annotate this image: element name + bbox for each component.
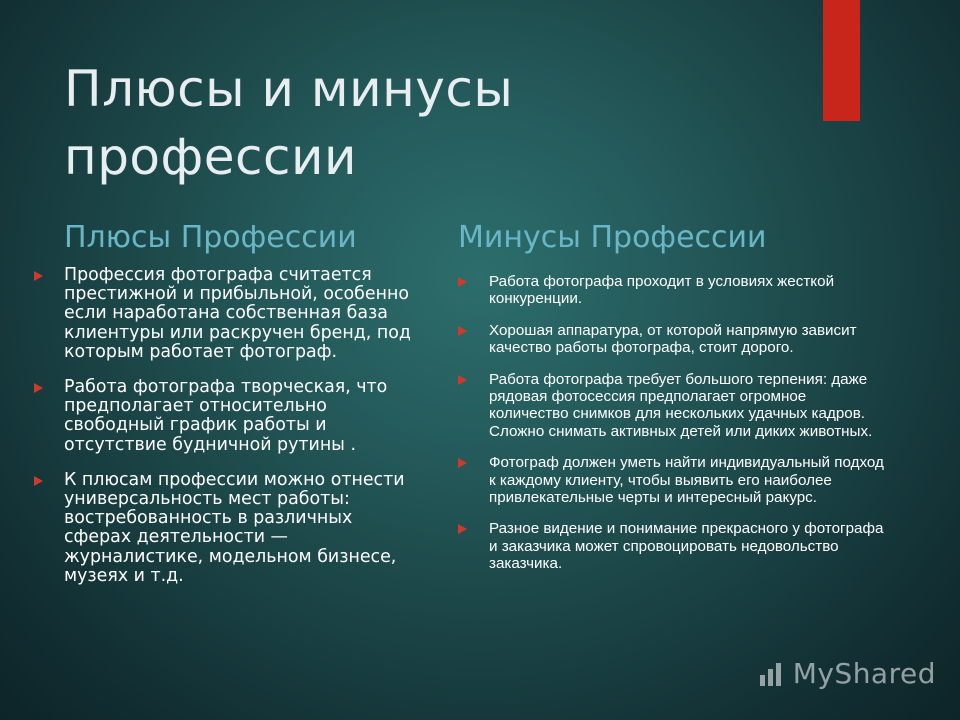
- bullet-arrow-icon: [34, 383, 43, 393]
- bullet-arrow-icon: [34, 271, 43, 281]
- list-item: [34, 266, 424, 362]
- list-item: [458, 371, 888, 441]
- pros-item-text: К плюсам профессии можно отнести универсальность мест работы: востребованность в различных сферах деятельности — журналистике, модельном бизнесе, музеях и т.д.: [64, 469, 405, 586]
- accent-tab: [823, 0, 860, 121]
- list-item: [458, 273, 888, 308]
- pros-list: [34, 266, 424, 602]
- bullet-arrow-icon: [34, 476, 43, 486]
- bullet-arrow-icon: [458, 458, 467, 468]
- cons-item-text: Работа фотографа требует большого терпения: даже рядовая фотосессия предполагает огромное количество снимков для нескольких удачных кадров. Сложно снимать активных детей или диких животных.: [489, 370, 873, 440]
- cons-item-text: Разное видение и понимание прекрасного у фотографа и заказчика может спровоцировать недовольство заказчика.: [489, 520, 884, 573]
- slide-title: Плюсы и минусы профессии: [64, 60, 514, 186]
- list-item: [458, 520, 888, 572]
- pros-heading: Плюсы Профессии: [64, 220, 357, 255]
- bullet-arrow-icon: [458, 375, 467, 385]
- cons-item-text: Фотограф должен уметь найти индивидуальный подход к каждому клиенту, чтобы выявить его наиболее привлекательные черты и интересный ракурс.: [489, 454, 884, 507]
- bullet-arrow-icon: [458, 524, 467, 534]
- bullet-arrow-icon: [458, 277, 467, 287]
- cons-heading: Минусы Профессии: [458, 220, 767, 255]
- list-item: [458, 322, 888, 357]
- list-item: [458, 454, 888, 506]
- watermark-text: MyShared: [792, 657, 936, 690]
- pros-item-text: Профессия фотографа считается престижной и прибыльной, особенно если наработана собственная база клиентуры или раскручен бренд, под которым работает фотограф.: [64, 265, 411, 362]
- list-item: [34, 471, 424, 586]
- watermark[interactable]: [757, 657, 936, 690]
- cons-item-text: Хорошая аппаратура, от которой напрямую зависит качество работы фотографа, стоит дорого.: [489, 321, 857, 357]
- list-item: [34, 378, 424, 455]
- bar-chart-logo-icon: [757, 659, 787, 689]
- cons-item-text: Работа фотографа проходит в условиях жесткой конкуренции.: [489, 273, 835, 308]
- pros-item-text: Работа фотографа творческая, что предполагает относительно свободный график работы и отсутствие будничной рутины .: [64, 377, 388, 455]
- bullet-arrow-icon: [458, 326, 467, 336]
- cons-list: [458, 273, 888, 587]
